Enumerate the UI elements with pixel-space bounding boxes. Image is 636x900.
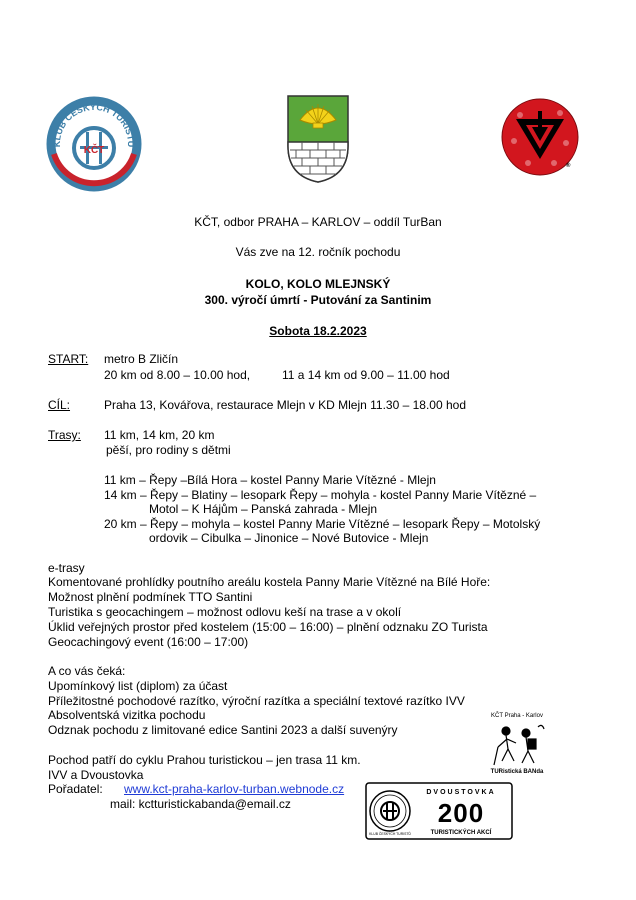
dvoustovka-bottom: TURISTICKÝCH AKCÍ bbox=[430, 830, 492, 836]
event-subtitle: 300. výročí úmrtí - Putování za Santinim bbox=[204, 293, 432, 307]
awaits-item: Absolventská vizitka pochodu bbox=[48, 708, 206, 722]
awaits-item: Upomínkový list (diplom) za účast bbox=[48, 679, 228, 693]
dvoustovka-top: DVOUSTOVKA bbox=[426, 789, 496, 796]
turban-logo-bottom: TURistická BANda bbox=[490, 769, 544, 775]
ivv-note: IVV a Dvoustovka bbox=[48, 768, 144, 782]
invite-line: Vás zve na 12. ročník pochodu bbox=[235, 245, 401, 259]
start-time-11-14km: 11 a 14 km od 9.00 – 11.00 hod bbox=[282, 368, 450, 382]
event-date: Sobota 18.2.2023 bbox=[269, 324, 367, 338]
kct-logo-ring-text: KLUB ČESKÝCH TURISTŮ bbox=[51, 101, 137, 148]
cycle-note: Pochod patří do cyklu Prahou turistickou – jen trasa 11 km. bbox=[48, 753, 361, 767]
kct-logo bbox=[46, 96, 142, 192]
start-label: START: bbox=[48, 352, 89, 366]
turban-logo-top: KČT Praha - Karlov bbox=[491, 713, 543, 719]
routes-label: Trasy: bbox=[48, 428, 81, 442]
start-time-20km: 20 km od 8.00 – 10.00 hod, bbox=[104, 368, 251, 382]
awaits-item: Příležitostné pochodové razítko, výroční razítka a speciální textové razítko IVV bbox=[48, 694, 465, 708]
etrasy-item: Úklid veřejných prostor před kostelem (15:00 – 16:00) – plnění odznaku ZO Turista bbox=[48, 620, 488, 634]
etrasy-item: Geocachingový event (16:00 – 17:00) bbox=[48, 635, 249, 649]
route-20km: 20 km – Řepy – mohyla – kostel Panny Marie Vítězné – lesopark Řepy – Motolský bbox=[104, 517, 541, 531]
route-14km-cont: Motol – K Hájům – Panská zahrada - Mlejn bbox=[149, 502, 378, 516]
route-11km: 11 km – Řepy –Bílá Hora – kostel Panny Marie Vítězné - Mlejn bbox=[104, 473, 436, 487]
ivv-logo bbox=[500, 97, 580, 177]
hiker-icon bbox=[494, 725, 544, 765]
contact-email: mail: kctturistickabanda@email.cz bbox=[110, 797, 291, 811]
dvoustovka-ring-text: KLUB ČESKÝCH TURISTŮ bbox=[369, 832, 411, 836]
route-20km-cont: ordovik – Cibulka – Jinonice – Nové Butovice - Mlejn bbox=[149, 531, 429, 545]
ivv-registered-mark: ® bbox=[566, 163, 571, 169]
organizer-line: KČT, odbor PRAHA – KARLOV – oddíl TurBan bbox=[194, 215, 442, 229]
turban-logo bbox=[486, 709, 548, 775]
kct-monogram: KČT bbox=[83, 145, 105, 156]
event-title: KOLO, KOLO MLEJNSKÝ bbox=[245, 277, 391, 291]
etrasy-item: Turistika s geocachingem – možnost odlovu keší na trase a v okolí bbox=[48, 605, 402, 619]
etrasy-intro: Komentované prohlídky poutního areálu kostela Panny Marie Vítězné na Bílé Hoře: bbox=[48, 575, 491, 589]
routes-distances: 11 km, 14 km, 20 km bbox=[104, 428, 215, 442]
start-place: metro B Zličín bbox=[104, 352, 179, 366]
dvoustovka-number: 200 bbox=[437, 798, 485, 828]
coat-of-arms bbox=[286, 94, 350, 184]
finish-text: Praha 13, Kovářova, restaurace Mlejn v KD Mlejn 11.30 – 18.00 hod bbox=[104, 398, 466, 412]
etrasy-item: Možnost plnění podmínek TTO Santini bbox=[48, 590, 253, 604]
finish-label: CÍL: bbox=[48, 398, 71, 412]
dvoustovka-logo bbox=[365, 782, 513, 840]
website-link[interactable]: www.kct-praha-karlov-turban.webnode.cz bbox=[124, 782, 345, 796]
awaits-item: Odznak pochodu z limitované edice Santini 2023 a další suvenýry bbox=[48, 723, 398, 737]
etrasy-heading: e-trasy bbox=[48, 561, 85, 575]
route-14km: 14 km – Řepy – Blatiny – lesopark Řepy – mohyla - kostel Panny Marie Vítězné – bbox=[104, 488, 537, 502]
organizer-label: Pořadatel: bbox=[48, 782, 103, 796]
routes-note: pěší, pro rodiny s dětmi bbox=[106, 443, 231, 457]
awaits-heading: A co vás čeká: bbox=[48, 664, 126, 678]
